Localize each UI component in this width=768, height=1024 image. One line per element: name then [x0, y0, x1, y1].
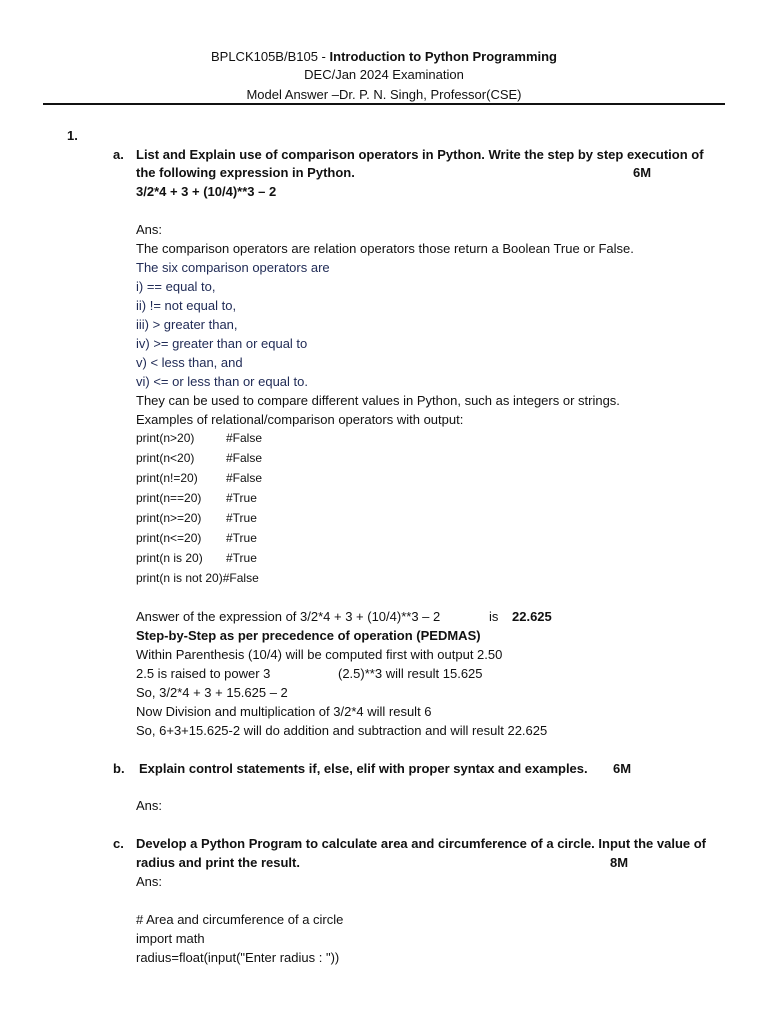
header-divider [43, 103, 725, 105]
example-code: print(n<20) [136, 451, 195, 465]
part-c-question-line1: Develop a Python Program to calculate area and circumference of a circle. Input the value of [136, 836, 707, 851]
part-c-ans-label: Ans: [136, 874, 163, 889]
example-output: #False [222, 571, 259, 585]
example-output: #True [226, 511, 257, 525]
steps-title: Step-by-Step as per precedence of operation (PEDMAS) [136, 628, 481, 643]
part-b-marks: 6M [613, 761, 632, 776]
example-code: print(n>=20) [136, 511, 202, 525]
part-b-ans-label: Ans: [136, 798, 163, 813]
example-output: #True [226, 491, 257, 505]
operator-item: vi) <= or less than or equal to. [136, 374, 308, 389]
operator-item: ii) != not equal to, [136, 298, 237, 313]
operator-item: iii) > greater than, [136, 317, 238, 332]
part-b-label: b. [113, 761, 125, 776]
part-c-label: c. [113, 836, 124, 851]
example-output: #True [226, 551, 257, 565]
question-number: 1. [67, 128, 78, 143]
example-output: #True [226, 531, 257, 545]
example-code: print(n is 20) [136, 551, 203, 565]
part-a-ans-label: Ans: [136, 222, 163, 237]
part-c-marks: 8M [610, 855, 629, 870]
example-code: print(n!=20) [136, 471, 198, 485]
header-exam: DEC/Jan 2024 Examination [304, 67, 464, 82]
step-line: Now Division and multiplication of 3/2*4 will result 6 [136, 704, 432, 719]
part-a-question-line1: List and Explain use of comparison operators in Python. Write the step by step execution of [136, 147, 704, 162]
example-code-last [136, 569, 259, 587]
part-a-label: a. [113, 147, 124, 162]
code-line: # Area and circumference of a circle [136, 912, 344, 927]
part-c-question-line2: radius and print the result. [136, 855, 300, 870]
step-line: 2.5 is raised to power 3 [136, 666, 271, 681]
operator-item: i) == equal to, [136, 279, 216, 294]
header-author: Model Answer –Dr. P. N. Singh, Professor(CSE) [246, 87, 522, 102]
example-code: print(n<=20) [136, 531, 202, 545]
part-a-question-line2: the following expression in Python. [136, 165, 355, 180]
part-b-question: Explain control statements if, else, elif with proper syntax and examples. [139, 761, 588, 776]
step-line: (2.5)**3 will result 15.625 [338, 666, 483, 681]
code-line: radius=float(input("Enter radius : ")) [136, 950, 340, 965]
part-a-marks: 6M [633, 165, 652, 180]
part-a-expression: 3/2*4 + 3 + (10/4)**3 – 2 [136, 184, 277, 199]
part-a-usage: They can be used to compare different values in Python, such as integers or strings. [136, 393, 620, 408]
step-line: So, 3/2*4 + 3 + 15.625 – 2 [136, 685, 288, 700]
header-course-line [0, 48, 768, 66]
step-line: So, 6+3+15.625-2 will do addition and subtraction and will result 22.625 [136, 723, 548, 738]
part-a-intro: The comparison operators are relation operators those return a Boolean True or False. [136, 241, 634, 256]
answer-expression: Answer of the expression of 3/2*4 + 3 + (10/4)**3 – 2 [136, 609, 441, 624]
example-code: print(n==20) [136, 491, 202, 505]
operator-item: v) < less than, and [136, 355, 243, 370]
example-code: print(n>20) [136, 431, 195, 445]
example-output: #False [226, 451, 263, 465]
part-a-six-operators: The six comparison operators are [136, 260, 330, 275]
example-output: #False [226, 471, 263, 485]
operator-item: iv) >= greater than or equal to [136, 336, 308, 351]
step-line: Within Parenthesis (10/4) will be computed first with output 2.50 [136, 647, 503, 662]
course-code: BPLCK105B/B105 - [210, 49, 330, 64]
answer-value: 22.625 [512, 609, 552, 624]
part-a-examples-title: Examples of relational/comparison operators with output: [136, 412, 464, 427]
example-code: print(n is not 20) [136, 571, 223, 585]
code-line: import math [136, 931, 205, 946]
course-title: Introduction to Python Programming [329, 49, 558, 64]
answer-is: is [489, 609, 499, 624]
example-output: #False [226, 431, 263, 445]
